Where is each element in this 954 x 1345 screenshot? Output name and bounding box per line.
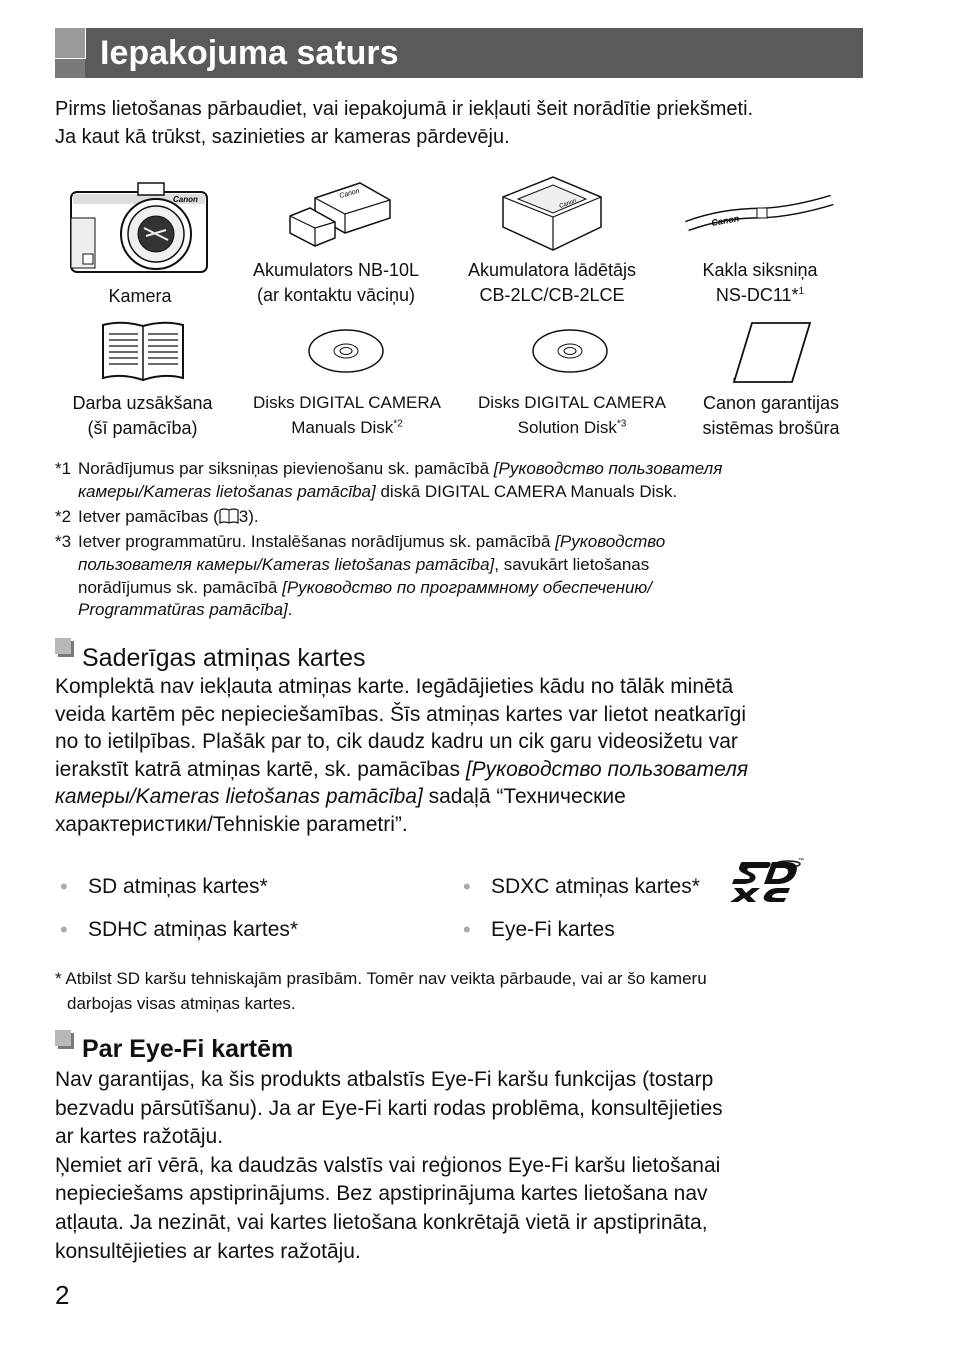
page-number: 2 <box>55 1280 70 1310</box>
bullet-dot: • <box>60 917 68 942</box>
title-decor-square <box>55 28 86 59</box>
caption-manuals-disk-line2: Manuals Disk <box>291 418 394 437</box>
caption-solution-disk <box>458 390 686 440</box>
caption-guide <box>55 391 230 441</box>
eyefi-para-line4: Ņemiet arī vērā, ka daudzās valstīs vai reģionos Eye-Fi karšu lietošanai <box>55 1153 721 1177</box>
warranty-booklet-icon <box>728 320 814 386</box>
footnote-2-mark: *2 <box>55 507 72 526</box>
footnote-2 <box>78 505 259 528</box>
footnote-1 <box>78 457 868 480</box>
memory-para-line3: no to ietilpības. Plašāk par to, cik daudz kadru un cik garu videosižetu var <box>55 730 738 753</box>
eyefi-para-line5: nepieciešams apstiprinājums. Bez apstiprinājuma kartes lietošana nav <box>55 1182 708 1206</box>
caption-solution-disk-ref: *3 <box>616 418 627 430</box>
caption-charger <box>448 258 656 308</box>
eyefi-para-line6: atļauta. Ja nezināt, vai kartes lietošana konkrētajā vietā ir apstiprināta, <box>55 1210 708 1234</box>
footnote-3-title-d: Programmatūras pamācība] <box>78 600 288 619</box>
footnote-3-title-a: [Руководство <box>555 532 666 551</box>
caption-strap-line2: NS-DC11* <box>715 285 799 305</box>
memory-para-line6: характеристики/Tehniskie parametri”. <box>55 812 408 836</box>
bullet-eyefi: Eye-Fi kartes <box>491 918 615 941</box>
memory-para-line2: veida kartēm pēc nepieciešamības. Šīs atmiņas kartes var lietot neatkarīgi <box>55 702 746 726</box>
caption-strap-footnote-ref: 1 <box>798 286 805 297</box>
bullet-dot: • <box>463 874 471 899</box>
caption-warranty-line1: Canon garantijas <box>702 393 840 413</box>
memory-note-line1: * Atbilst SD karšu tehniskajām prasībām. Tomēr nav veikta pārbaude, vai ar šo kameru <box>55 969 707 988</box>
footnote-3-text-a: Ietver programmatūru. Instalēšanas norādījumus sk. pamācībā <box>78 532 556 551</box>
sdxc-logo-tm: ™ <box>798 858 804 864</box>
footnote-3-text-e: norādījumus sk. pamācībā <box>78 578 283 597</box>
bullet-sdxc: SDXC atmiņas kartes* <box>491 875 700 898</box>
battery-brand-text: Canon <box>338 187 361 200</box>
caption-strap-line1: Kakla siksniņa <box>702 260 818 280</box>
page-title: Iepakojuma saturs <box>100 34 399 72</box>
camera-brand-text: Canon <box>173 195 198 204</box>
memory-para-line4b: [Руководство пользователя <box>465 757 749 781</box>
memory-para-line5a: камеры/Kameras lietošanas pamācība] <box>55 785 423 808</box>
caption-warranty-line2: sistēmas brošūra <box>702 418 840 438</box>
footnote-3-line2 <box>78 553 868 576</box>
footnote-1-mark: *1 <box>55 459 72 478</box>
section-marker-icon <box>55 638 71 654</box>
open-book-icon <box>100 320 186 384</box>
caption-manuals-disk <box>232 390 462 440</box>
solution-disk-icon <box>530 328 610 374</box>
footnote-3-text-h: . <box>287 600 293 619</box>
footnote-3-title-b: пользователя камеры/Kameras lietošanas pamācība] <box>78 555 495 574</box>
footnote-3-title-c: [Руководство по программному обеспечению/ <box>282 578 652 597</box>
manuals-disk-icon <box>306 328 386 374</box>
memory-note-line2: darbojas visas atmiņas kartes. <box>67 994 296 1013</box>
caption-solution-disk-line2: Solution Disk <box>517 418 617 437</box>
footnote-1-title-b: камеры/Kameras lietošanas pamācība] <box>78 482 376 501</box>
caption-charger-line1: Akumulatora lādētājs <box>467 260 637 280</box>
caption-charger-line2: CB-2LC/CB-2LCE <box>479 285 625 305</box>
footnote-1-text-a: Norādījumus par siksniņas pievienošanu sk. pamācībā <box>78 459 494 478</box>
charger-illustration <box>498 172 606 252</box>
caption-camera: Kamera <box>108 286 172 306</box>
battery-illustration <box>285 178 395 248</box>
title-decor-square-lower <box>55 59 85 78</box>
memory-para-line4a: ierakstīt katrā atmiņas kartē, sk. pamācības <box>55 757 466 781</box>
bullet-sd: SD atmiņas kartes* <box>88 875 268 898</box>
bullet-dot: • <box>463 917 471 942</box>
footnote-1-title-a: [Руководство пользователя <box>493 459 723 478</box>
footnote-2-ref: 3). <box>238 507 259 526</box>
eyefi-para-line1: Nav garantijas, ka šis produkts atbalstīs Eye-Fi karšu funkcijas (tostarp <box>55 1068 714 1091</box>
caption-guide-line2: (šī pamācība) <box>87 418 198 438</box>
section-marker-icon <box>55 1030 71 1046</box>
eyefi-para-line7: konsultējieties ar kartes ražotāju. <box>55 1239 361 1263</box>
bullet-dot: • <box>60 874 68 899</box>
caption-battery <box>226 258 446 308</box>
memory-section-heading: Saderīgas atmiņas kartes <box>82 644 366 672</box>
footnote-3-line4 <box>78 598 868 621</box>
eyefi-para-line3: ar kartes ražotāju. <box>55 1125 224 1149</box>
eyefi-paragraph <box>55 1066 865 1266</box>
caption-manuals-disk-ref: *2 <box>393 418 403 430</box>
intro-line-1: Pirms lietošanas pārbaudiet, vai iepakojumā ir iekļauti šeit norādītie priekšmeti. <box>55 98 754 120</box>
caption-solution-disk-line1: Disks DIGITAL CAMERA <box>478 393 666 412</box>
memory-para-line5b: sadaļā “Технические <box>422 785 626 808</box>
footnote-3 <box>78 530 868 553</box>
book-reference-icon <box>219 508 239 525</box>
caption-battery-line1: Akumulators NB-10L <box>252 260 420 280</box>
charger-brand-text: Canon <box>558 198 578 210</box>
footnote-1-text-d: diskā DIGITAL CAMERA Manuals Disk. <box>375 482 678 501</box>
bullet-sdhc: SDHC atmiņas kartes* <box>88 918 299 941</box>
caption-battery-line2: (ar kontaktu vāciņu) <box>256 285 416 305</box>
camera-illustration <box>68 180 213 275</box>
caption-warranty <box>680 391 862 441</box>
footnote-3-mark: *3 <box>55 532 72 551</box>
caption-guide-line1: Darba uzsākšana <box>72 393 213 413</box>
footnote-1-line2 <box>78 480 868 503</box>
footnote-2-text: Ietver pamācības ( <box>78 507 219 526</box>
footnote-3-line3 <box>78 576 868 599</box>
memory-para-line1: Komplektā nav iekļauta atmiņas karte. Iegādājieties kādu no tālāk minētā <box>55 675 734 698</box>
footnote-3-text-d: , savukārt lietošanas <box>494 555 650 574</box>
eyefi-para-line2: bezvadu pārsūtīšanu). Ja ar Eye-Fi karti rodas problēma, konsultējieties <box>55 1096 723 1120</box>
strap-brand-text: Canon <box>710 213 740 228</box>
memory-paragraph <box>55 673 865 838</box>
caption-strap <box>670 258 850 308</box>
caption-manuals-disk-line1: Disks DIGITAL CAMERA <box>253 393 441 412</box>
eyefi-section-heading: Par Eye-Fi kartēm <box>82 1035 294 1063</box>
sdxc-logo <box>728 856 810 904</box>
neck-strap-illustration <box>682 188 838 238</box>
intro-line-2: Ja kaut kā trūkst, sazinieties ar kameras pārdevēju. <box>55 126 510 148</box>
